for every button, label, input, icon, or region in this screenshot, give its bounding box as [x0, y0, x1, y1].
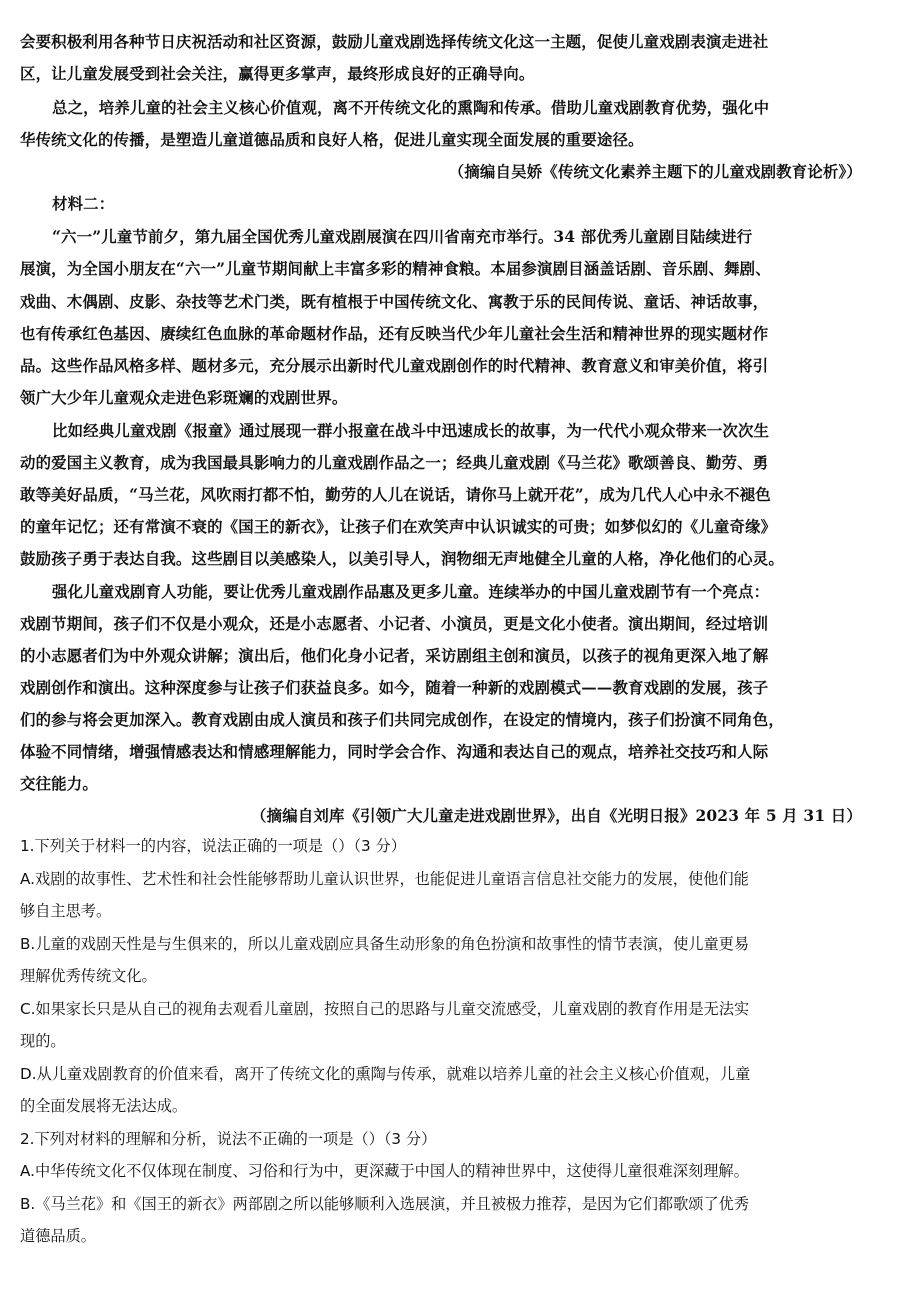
- question-1-option-c: C.如果家长只是从自己的视角去观看儿童剧，按照自己的思路与儿童交流感受，儿童戏剧的教育作用是无法实: [20, 1000, 750, 1018]
- question-1-option-d: D.从儿童戏剧教育的价值来看，离开了传统文化的熏陶与传承，就难以培养儿童的社会主义核心价值观，儿童: [20, 1065, 751, 1083]
- question-1-option-a: A.戏剧的故事性、艺术性和社会性能够帮助儿童认识世界，也能促进儿童语言信息社交能力的发展，使他们能: [20, 870, 749, 888]
- question-1-option-b-cont: 理解优秀传统文化。: [20, 967, 157, 985]
- material-one-line: 华传统文化的传播，是塑造儿童道德品质和良好人格，促进儿童实现全面发展的重要途径。: [20, 131, 644, 149]
- question-2-option-a: A.中华传统文化不仅体现在制度、习俗和行为中，更深藏于中国人的精神世界中，这使得儿童很难深刻理解。: [20, 1162, 749, 1180]
- question-2-option-b: B.《马兰花》和《国王的新衣》两部剧之所以能够顺利入选展演，并且被极力推荐，是因为它们都歌颂了优秀: [20, 1195, 750, 1213]
- question-1-option-c-cont: 现的。: [20, 1032, 66, 1050]
- material-one-line: 会要积极利用各种节日庆祝活动和社区资源，鼓励儿童戏剧选择传统文化这一主题，促使儿童戏剧表演走进社: [20, 33, 769, 51]
- material-two-line: 领广大少年儿童观众走进色彩斑斓的戏剧世界。: [20, 389, 348, 407]
- material-two-line: 戏剧节期间，孩子们不仅是小观众，还是小志愿者、小记者、小演员，更是文化小使者。演出期间，经过培训: [20, 615, 769, 633]
- material-two-line: 也有传承红色基因、赓续红色血脉的革命题材作品，还有反映当代少年儿童社会生活和精神世界的现实题材作: [20, 325, 769, 343]
- material-two-line: 戏剧创作和演出。这种深度参与让孩子们获益良多。如今，随着一种新的戏剧模式——教育戏剧的发展，孩子: [20, 679, 769, 697]
- question-1-option-d-cont: 的全面发展将无法达成。: [20, 1097, 188, 1115]
- material-two-line: 动的爱国主义教育，成为我国最具影响力的儿童戏剧作品之一；经典儿童戏剧《马兰花》歌颂善良、勤劳、勇: [20, 454, 769, 472]
- material-two-line: 比如经典儿童戏剧《报童》通过展现一群小报童在战斗中迅速成长的故事，为一代代小观众带来一次次生: [52, 422, 770, 440]
- question-1-option-b: B.儿童的戏剧天性是与生俱来的，所以儿童戏剧应具备生动形象的角色扮演和故事性的情节表演，使儿童更易: [20, 935, 750, 953]
- material-two-line: “六一”儿童节前夕，第九届全国优秀儿童戏剧展演在四川省南充市举行。34 部优秀儿童剧目陆续进行: [52, 228, 753, 246]
- question-2-option-b-cont: 道德品质。: [20, 1227, 96, 1245]
- question-1-option-a-cont: 够自主思考。: [20, 902, 112, 920]
- material-two-line: 的童年记忆；还有常演不衰的《国王的新衣》，让孩子们在欢笑声中认识诚实的可贵；如梦似幻的《儿童奇缘》: [20, 518, 777, 536]
- question-2-stem: 2.下列对材料的理解和分析，说法不正确的一项是（）（3 分）: [20, 1130, 437, 1148]
- material-two-line: 戏曲、木偶剧、皮影、杂技等艺术门类，既有植根于中国传统文化、寓教于乐的民间传说、童话、神话故事，: [20, 293, 769, 311]
- material-two-line: 强化儿童戏剧育人功能，要让优秀儿童戏剧作品惠及更多儿童。连续举办的中国儿童戏剧节有一个亮点：: [52, 583, 770, 601]
- material-one-line: 总之，培养儿童的社会主义核心价值观，离不开传统文化的熏陶和传承。借助儿童戏剧教育优势，强化中: [52, 99, 770, 117]
- material-two-line: 品。这些作品风格多样、题材多元，充分展示出新时代儿童戏剧创作的时代精神、教育意义和审美价值，将引: [20, 357, 769, 375]
- material-two-line: 的小志愿者们为中外观众讲解；演出后，他们化身小记者，采访剧组主创和演员，以孩子的视角更深入地了解: [20, 647, 769, 665]
- material-two-line: 鼓励孩子勇于表达自我。这些剧目以美感染人，以美引导人，润物细无声地健全儿童的人格，净化他们的心灵。: [20, 550, 784, 568]
- question-1-stem: 1.下列关于材料一的内容，说法正确的一项是（）（3 分）: [20, 837, 406, 855]
- material-two-line: 交往能力。: [20, 775, 98, 793]
- material-two-source: （摘编自刘库《引领广大儿童走进戏剧世界》，出自《光明日报》2023 年 5 月 31 日）: [251, 807, 862, 825]
- material-two-heading: 材料二：: [52, 195, 115, 213]
- material-two-line: 们的参与将会更加深入。教育戏剧由成人演员和孩子们共同完成创作，在设定的情境内，孩子们扮演不同角色，: [20, 711, 784, 729]
- material-two-line: 体验不同情绪，增强情感表达和情感理解能力，同时学会合作、沟通和表达自己的观点，培养社交技巧和人际: [20, 743, 769, 761]
- material-two-line: 展演，为全国小朋友在“六一”儿童节期间献上丰富多彩的精神食粮。本届参演剧目涵盖话剧、音乐剧、舞剧、: [20, 260, 771, 278]
- material-one-line: 区，让儿童发展受到社会关注，赢得更多掌声，最终形成良好的正确导向。: [20, 65, 535, 83]
- material-two-line: 敢等美好品质，“马兰花，风吹雨打都不怕，勤劳的人儿在说话，请你马上就开花”，成为几代人心中永不褪色: [20, 486, 771, 504]
- material-one-source: （摘编自吴娇《传统文化素养主题下的儿童戏剧教育论析》）: [448, 163, 862, 181]
